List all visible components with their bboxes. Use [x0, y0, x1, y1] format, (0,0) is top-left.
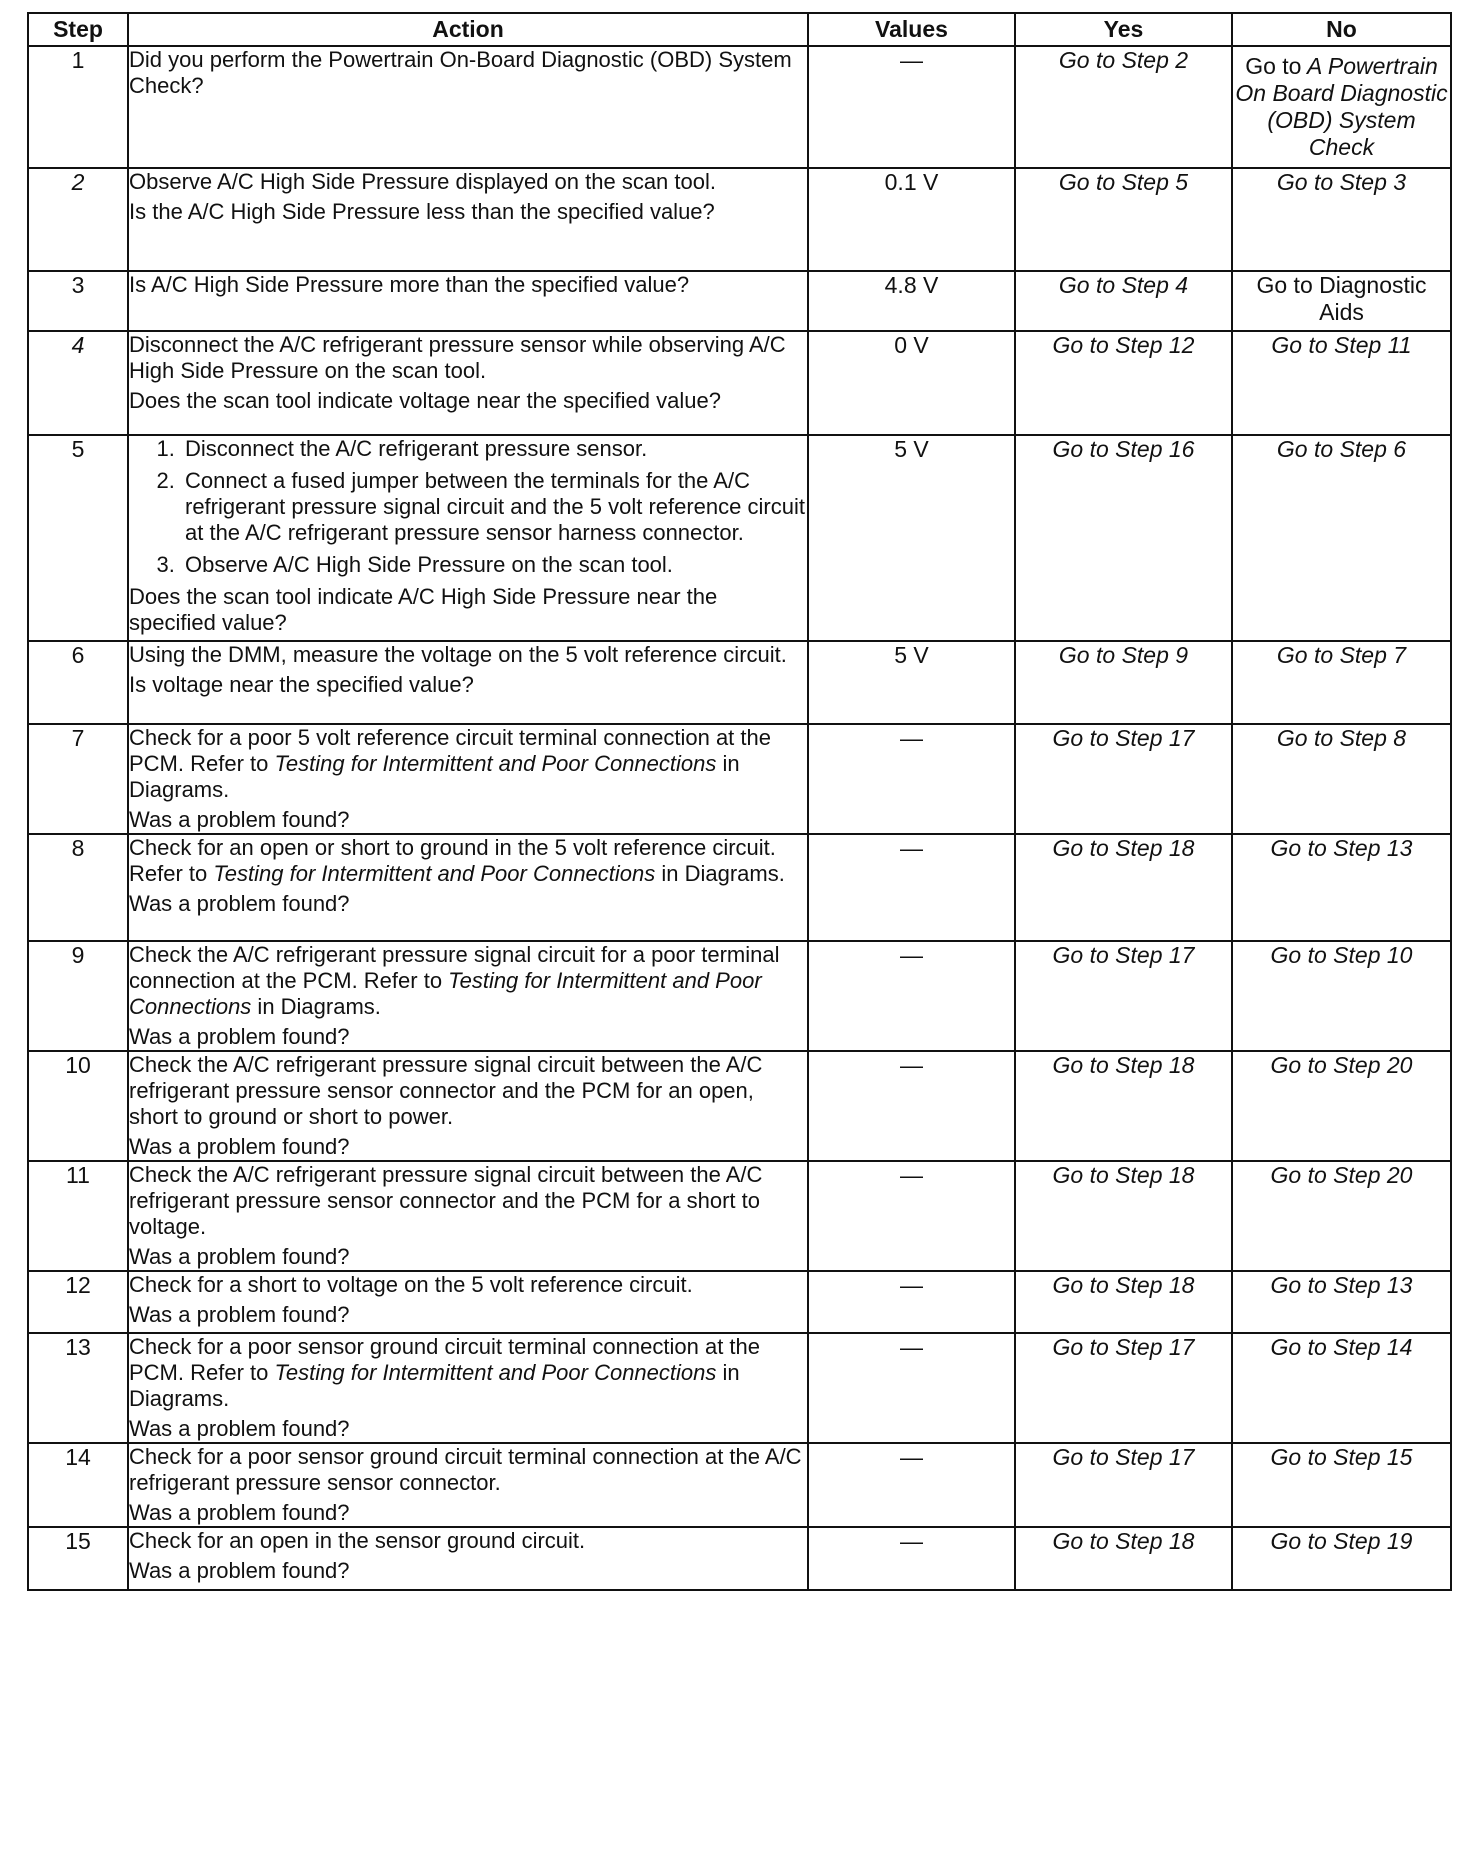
action-question: Was a problem found? [129, 1558, 350, 1583]
no-ref: A Powertrain On Board Diagnostic (OBD) System Check [1235, 53, 1448, 160]
action-question: Was a problem found? [129, 1244, 350, 1269]
no-cell: Go to Step 20 [1232, 1161, 1451, 1271]
no-cell: Go to Step 10 [1232, 941, 1451, 1051]
action-cell [128, 435, 808, 641]
action-text: Is A/C High Side Pressure more than the specified value? [129, 272, 690, 297]
table-row [28, 271, 1451, 331]
action-text: Check for a short to voltage on the 5 volt reference circuit. [129, 1272, 693, 1297]
no-cell: Go to Step 13 [1232, 834, 1451, 941]
value-cell: — [808, 46, 1015, 168]
step-number: 11 [28, 1161, 128, 1271]
no-cell: Go to Step 3 [1232, 168, 1451, 271]
action-cell [128, 1443, 808, 1527]
yes-cell: Go to Step 18 [1015, 1527, 1232, 1590]
action-reference-link[interactable]: Testing for Intermittent and Poor Connections [129, 968, 762, 1019]
action-question: Was a problem found? [129, 807, 350, 832]
action-text [129, 835, 807, 887]
action-question: Was a problem found? [129, 891, 350, 916]
list-item: 3. Observe A/C High Side Pressure on the scan tool. [181, 552, 807, 578]
action-cell [128, 1333, 808, 1443]
value-cell: — [808, 1161, 1015, 1271]
value-cell: — [808, 1443, 1015, 1527]
action-text-a: Check for a poor 5 volt reference circuit terminal connection at the PCM. Refer to [129, 725, 771, 776]
no-prefix: Go to [1245, 53, 1302, 79]
action-reference-link[interactable]: Testing for Intermittent and Poor Connections [213, 861, 656, 886]
action-question: Was a problem found? [129, 1024, 350, 1049]
table-row [28, 168, 1451, 271]
action-steps [129, 436, 807, 578]
action-question: Is voltage near the specified value? [129, 672, 474, 697]
list-item: 2. Connect a fused jumper between the terminals for the A/C refrigerant pressure signal circuit and the 5 volt reference circuit at the A/C refrigerant pressure sensor harness connector. [181, 468, 807, 546]
step-number: 3 [28, 271, 128, 331]
table-row [28, 435, 1451, 641]
table-row [28, 641, 1451, 724]
yes-cell: Go to Step 18 [1015, 1051, 1232, 1161]
list-item: 1. Disconnect the A/C refrigerant pressure sensor. [181, 436, 807, 462]
action-reference-link[interactable]: Testing for Intermittent and Poor Connections [274, 1360, 717, 1385]
no-cell: Go to Step 19 [1232, 1527, 1451, 1590]
yes-cell: Go to Step 18 [1015, 1161, 1232, 1271]
action-cell [128, 1527, 808, 1590]
action-text-a: Check for an open or short to ground in the 5 volt reference circuit. Refer to [129, 835, 776, 886]
action-cell [128, 168, 808, 271]
value-cell: — [808, 1527, 1015, 1590]
yes-cell: Go to Step 18 [1015, 834, 1232, 941]
value-cell: — [808, 1271, 1015, 1333]
no-cell [1232, 46, 1451, 168]
no-cell: Go to Diagnostic Aids [1232, 271, 1451, 331]
table-row [28, 1271, 1451, 1333]
action-text-a: Check the A/C refrigerant pressure signal circuit for a poor terminal connection at the PCM. Refer to [129, 942, 780, 993]
action-cell [128, 641, 808, 724]
header-step: Step [28, 13, 128, 46]
no-cell: Go to Step 14 [1232, 1333, 1451, 1443]
step-number: 10 [28, 1051, 128, 1161]
no-cell: Go to Step 20 [1232, 1051, 1451, 1161]
table-row [28, 1333, 1451, 1443]
step-number: 5 [28, 435, 128, 641]
step-number: 4 [28, 331, 128, 435]
action-text: Check the A/C refrigerant pressure signal circuit between the A/C refrigerant pressure sensor connector and the PCM for a short to voltage. [129, 1162, 763, 1239]
diagnostic-table [27, 12, 1452, 1591]
action-text [129, 1334, 807, 1412]
no-cell: Go to Step 7 [1232, 641, 1451, 724]
action-text: Check for a poor sensor ground circuit terminal connection at the A/C refrigerant pressure sensor connector. [129, 1444, 802, 1495]
yes-cell: Go to Step 16 [1015, 435, 1232, 641]
action-text-b: in Diagrams. [251, 994, 381, 1019]
value-cell: 0.1 V [808, 168, 1015, 271]
action-text: Did you perform the Powertrain On-Board Diagnostic (OBD) System Check? [129, 47, 792, 98]
action-text: Check the A/C refrigerant pressure signal circuit between the A/C refrigerant pressure sensor connector and the PCM for an open, short to ground or short to power. [129, 1052, 763, 1129]
header-yes: Yes [1015, 13, 1232, 46]
value-cell: 5 V [808, 641, 1015, 724]
action-text-b: in Diagrams. [129, 1360, 740, 1411]
action-question: Does the scan tool indicate voltage near the specified value? [129, 388, 721, 413]
step-number: 6 [28, 641, 128, 724]
action-text-b: in Diagrams. [129, 751, 740, 802]
action-cell [128, 271, 808, 331]
action-text-b: in Diagrams. [655, 861, 785, 886]
value-cell: — [808, 941, 1015, 1051]
action-cell [128, 331, 808, 435]
yes-cell: Go to Step 2 [1015, 46, 1232, 168]
action-cell [128, 1161, 808, 1271]
step-number: 7 [28, 724, 128, 834]
header-values: Values [808, 13, 1015, 46]
table-row [28, 1051, 1451, 1161]
step-number: 15 [28, 1527, 128, 1590]
action-question: Was a problem found? [129, 1302, 350, 1327]
table-row [28, 1161, 1451, 1271]
action-question: Was a problem found? [129, 1134, 350, 1159]
action-question: Was a problem found? [129, 1500, 350, 1525]
table-row [28, 834, 1451, 941]
step-number: 1 [28, 46, 128, 168]
value-cell: 4.8 V [808, 271, 1015, 331]
value-cell: — [808, 1333, 1015, 1443]
action-text: Disconnect the A/C refrigerant pressure sensor while observing A/C High Side Pressure on the scan tool. [129, 332, 786, 383]
action-text: Observe A/C High Side Pressure displayed on the scan tool. [129, 169, 716, 194]
value-cell: 0 V [808, 331, 1015, 435]
no-cell: Go to Step 13 [1232, 1271, 1451, 1333]
action-question: Does the scan tool indicate A/C High Side Pressure near the specified value? [129, 584, 718, 635]
table-row [28, 941, 1451, 1051]
value-cell: 5 V [808, 435, 1015, 641]
action-cell [128, 724, 808, 834]
step-number: 12 [28, 1271, 128, 1333]
no-cell: Go to Step 15 [1232, 1443, 1451, 1527]
yes-cell: Go to Step 17 [1015, 1443, 1232, 1527]
action-text: Using the DMM, measure the voltage on the 5 volt reference circuit. [129, 642, 787, 667]
no-cell: Go to Step 11 [1232, 331, 1451, 435]
header-row [28, 13, 1451, 46]
action-cell [128, 1271, 808, 1333]
action-question: Was a problem found? [129, 1416, 350, 1441]
step-number: 8 [28, 834, 128, 941]
action-cell [128, 834, 808, 941]
header-no: No [1232, 13, 1451, 46]
header-action: Action [128, 13, 808, 46]
step-number: 2 [28, 168, 128, 271]
value-cell: — [808, 834, 1015, 941]
yes-cell: Go to Step 17 [1015, 941, 1232, 1051]
step-number: 14 [28, 1443, 128, 1527]
action-question: Is the A/C High Side Pressure less than the specified value? [129, 199, 715, 224]
table-row [28, 724, 1451, 834]
table-row [28, 1443, 1451, 1527]
action-text [129, 942, 807, 1020]
yes-cell: Go to Step 12 [1015, 331, 1232, 435]
action-text-a: Check for a poor sensor ground circuit terminal connection at the PCM. Refer to [129, 1334, 760, 1385]
table-row [28, 331, 1451, 435]
value-cell: — [808, 1051, 1015, 1161]
no-cell: Go to Step 6 [1232, 435, 1451, 641]
value-cell: — [808, 724, 1015, 834]
yes-cell: Go to Step 9 [1015, 641, 1232, 724]
action-cell [128, 1051, 808, 1161]
action-cell [128, 46, 808, 168]
action-cell [128, 941, 808, 1051]
table-row [28, 1527, 1451, 1590]
action-text [129, 725, 807, 803]
yes-cell: Go to Step 4 [1015, 271, 1232, 331]
step-number: 13 [28, 1333, 128, 1443]
table-row [28, 46, 1451, 168]
action-text: Check for an open in the sensor ground circuit. [129, 1528, 586, 1553]
yes-cell: Go to Step 17 [1015, 1333, 1232, 1443]
yes-cell: Go to Step 5 [1015, 168, 1232, 271]
no-cell: Go to Step 8 [1232, 724, 1451, 834]
yes-cell: Go to Step 17 [1015, 724, 1232, 834]
step-number: 9 [28, 941, 128, 1051]
action-reference-link[interactable]: Testing for Intermittent and Poor Connections [274, 751, 717, 776]
yes-cell: Go to Step 18 [1015, 1271, 1232, 1333]
